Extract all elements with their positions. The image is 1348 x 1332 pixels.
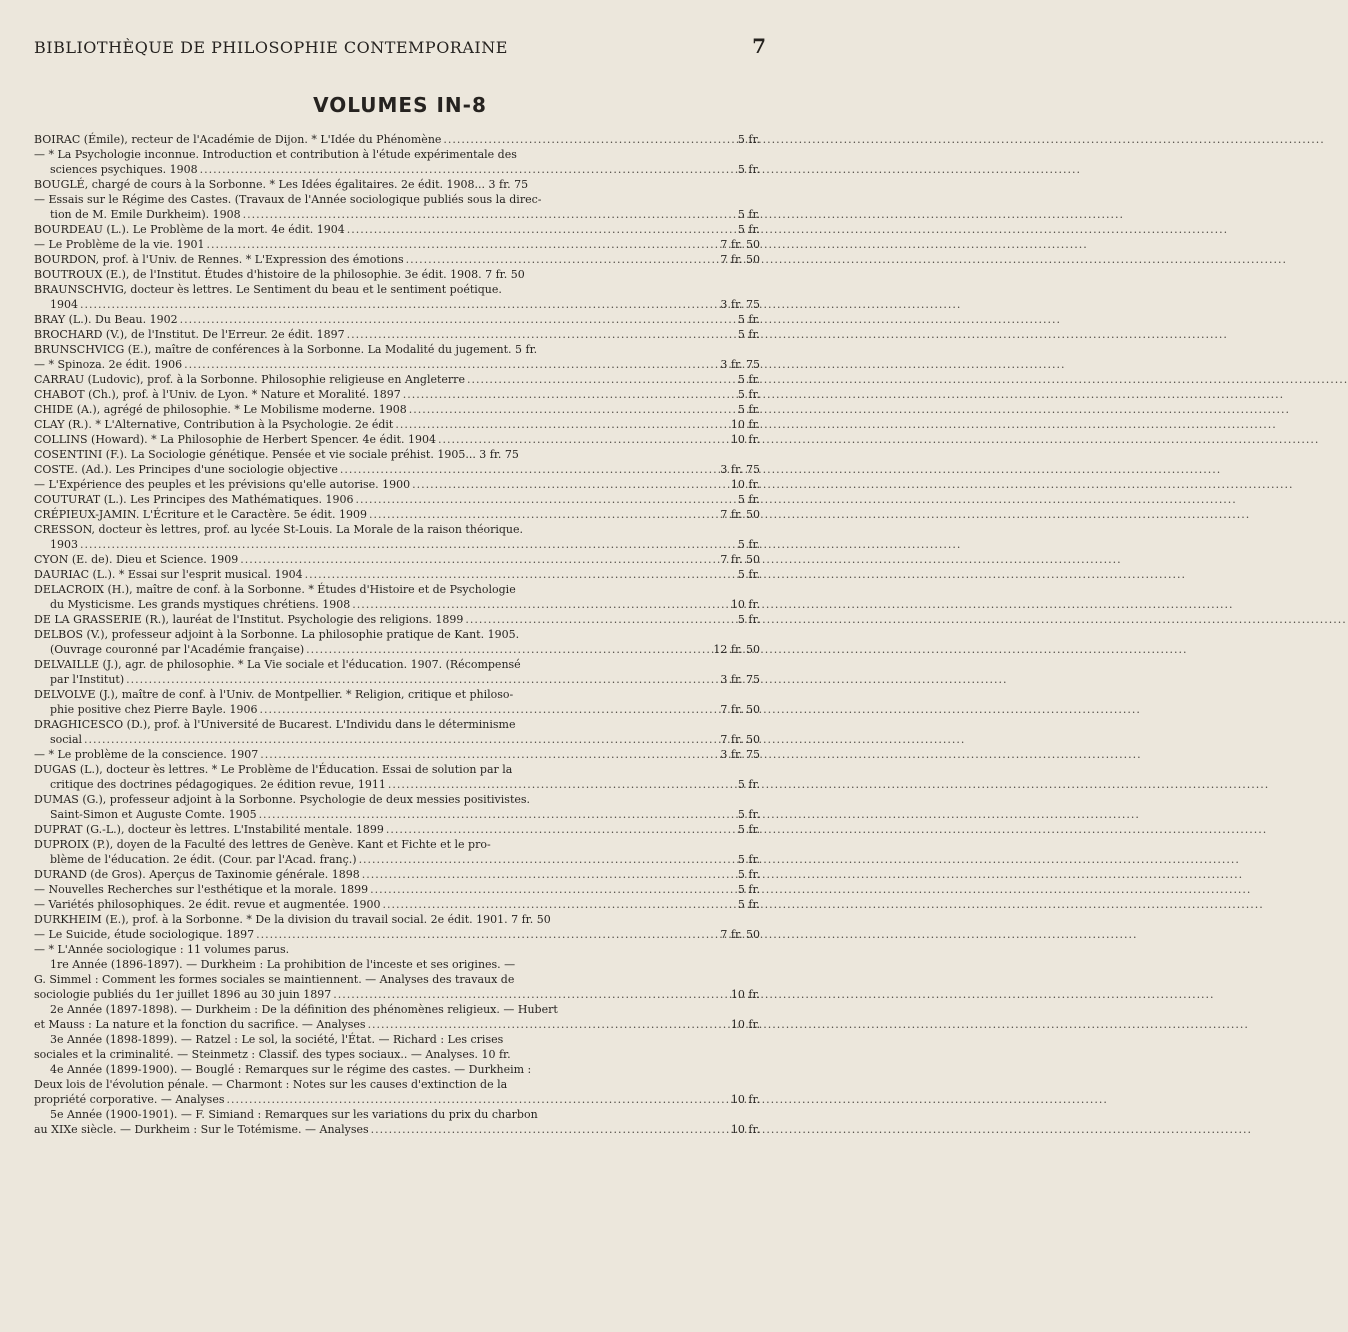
- catalogue-line: [34, 702, 760, 717]
- leader-dots: [401, 387, 738, 402]
- leader-dots: [393, 417, 731, 432]
- section-title: VOLUMES IN-8: [313, 93, 487, 117]
- entry-price: 10 fr.: [730, 478, 760, 491]
- entry-price: 7 fr. 50: [720, 928, 760, 941]
- leader-dots: [182, 357, 720, 372]
- catalogue-line: [34, 492, 760, 507]
- catalogue-line: [34, 627, 760, 642]
- entry-price: 10 fr.: [730, 433, 760, 446]
- leader-dots: [380, 897, 737, 912]
- leader-dots: [350, 597, 731, 612]
- leader-dots: [257, 807, 738, 822]
- catalogue-line: [34, 147, 760, 162]
- entry-text: — Essais sur le Régime des Castes. (Travaux de l'Année sociologique publiés sous la direc-: [34, 193, 542, 206]
- entry-text: par l'Institut): [50, 673, 125, 686]
- entry-text: social: [50, 733, 83, 746]
- entry-text: DUPRAT (G.-L.), docteur ès lettres. L'Instabilité mentale. 1899: [34, 823, 384, 836]
- entry-text: BOIRAC (Émile), recteur de l'Académie de Dijon. * L'Idée du Phénomène: [34, 133, 442, 146]
- entry-text: — * Spinoza. 2e édit. 1906: [34, 358, 183, 371]
- page-number: 7: [752, 34, 766, 58]
- entry-price: 10 fr.: [730, 418, 760, 431]
- catalogue-line: [34, 807, 760, 822]
- entry-price: 10 fr.: [730, 598, 760, 611]
- entry-price: 5 fr.: [737, 898, 760, 911]
- catalogue-line: [34, 252, 760, 267]
- entry-price: 5 fr.: [737, 823, 760, 836]
- leader-dots: [357, 852, 738, 867]
- leader-dots: [331, 987, 731, 1002]
- leader-dots: [238, 552, 720, 567]
- entry-text: — * La Psychologie inconnue. Introduction et contribution à l'étude expérimentale des: [34, 148, 517, 161]
- entry-text: — Variétés philosophiques. 2e édit. revue et augmentée. 1900: [34, 898, 381, 911]
- entry-text: sociologie publiés du 1er juillet 1896 au 30 juin 1897: [34, 988, 332, 1001]
- entry-text: BOURDON, prof. à l'Univ. de Rennes. * L'Expression des émotions: [34, 253, 404, 266]
- entry-price: 5 fr.: [737, 388, 760, 401]
- catalogue-line: [34, 342, 760, 357]
- catalogue-line: [34, 477, 760, 492]
- entry-price: 5 fr.: [737, 493, 760, 506]
- leader-dots: [366, 1017, 731, 1032]
- catalogue-line: [34, 192, 760, 207]
- leader-dots: [254, 927, 720, 942]
- entry-text: COLLINS (Howard). * La Philosophie de Herbert Spencer. 4e édit. 1904: [34, 433, 437, 446]
- entry-text: BRAUNSCHVIG, docteur ès lettres. Le Sentiment du beau et le sentiment poétique.: [34, 283, 502, 296]
- entry-text: Deux lois de l'évolution pénale. — Charmont : Notes sur les causes d'extinction de la: [34, 1078, 508, 1091]
- catalogue-line: [34, 687, 760, 702]
- catalogue-line: [34, 267, 760, 282]
- leader-dots: [353, 492, 737, 507]
- leader-dots: [198, 162, 738, 177]
- entry-price: 3 fr. 75: [720, 748, 760, 761]
- catalogue-line: [34, 327, 760, 342]
- leader-dots: [367, 507, 720, 522]
- catalogue-line: [34, 747, 760, 762]
- running-header: [34, 34, 766, 58]
- entry-price: 7 fr. 50: [720, 703, 760, 716]
- catalogue-line: [34, 1032, 760, 1047]
- entry-text: 1903: [50, 538, 78, 551]
- catalogue-line: [34, 837, 760, 852]
- catalogue-line: [34, 297, 760, 312]
- leader-dots: [338, 462, 720, 477]
- entry-text: phie positive chez Pierre Bayle. 1906: [50, 703, 258, 716]
- entry-price: 5 fr.: [737, 778, 760, 791]
- entry-text: 4e Année (1899-1900). — Bouglé : Remarques sur le régime des castes. — Durkheim :: [50, 1063, 532, 1076]
- catalogue-line: [34, 957, 760, 972]
- entry-text: CRÉPIEUX-JAMIN. L'Écriture et le Caractère. 5e édit. 1909: [34, 508, 367, 521]
- leader-dots: [345, 327, 738, 342]
- catalogue-line: [34, 507, 760, 522]
- leader-dots: [224, 1092, 730, 1107]
- entry-text: BROCHARD (V.), de l'Institut. De l'Erreur. 2e édit. 1897: [34, 328, 345, 341]
- leader-dots: [124, 672, 720, 687]
- catalogue-line: [34, 1017, 760, 1032]
- catalogue-line: [34, 792, 760, 807]
- catalogue-line: [34, 417, 760, 432]
- catalogue-line: [34, 987, 760, 1002]
- entry-price: 7 fr. 50: [720, 253, 760, 266]
- entry-text: — Le Problème de la vie. 1901: [34, 238, 205, 251]
- catalogue-line: [34, 132, 760, 147]
- catalogue-line: [34, 357, 760, 372]
- entry-text: Saint-Simon et Auguste Comte. 1905: [50, 808, 257, 821]
- entry-price: 5 fr.: [737, 328, 760, 341]
- leader-dots: [407, 402, 738, 417]
- entry-text: BOUTROUX (E.), de l'Institut. Études d'histoire de la philosophie. 3e édit. 1908. 7 fr. 50: [34, 268, 525, 281]
- catalogue-line: [34, 867, 760, 882]
- leader-dots: [360, 867, 738, 882]
- catalogue-line: [34, 582, 760, 597]
- entry-text: — * Le problème de la conscience. 1907: [34, 748, 259, 761]
- leader-dots: [463, 612, 737, 627]
- entry-text: au XIXe siècle. — Durkheim : Sur le Totémisme. — Analyses: [34, 1123, 369, 1136]
- catalogue-line: [34, 567, 760, 582]
- leader-dots: [404, 252, 721, 267]
- entry-text: COUTURAT (L.). Les Principes des Mathématiques. 1906: [34, 493, 354, 506]
- entry-text: (Ouvrage couronné par l'Académie française): [50, 643, 305, 656]
- entry-price: 10 fr.: [730, 988, 760, 1001]
- leader-dots: [436, 432, 731, 447]
- catalogue-line: [34, 912, 760, 927]
- leader-dots: [303, 567, 738, 582]
- entry-price: 5 fr.: [737, 868, 760, 881]
- entry-price: 5 fr.: [737, 163, 760, 176]
- entry-text: et Mauss : La nature et la fonction du sacrifice. — Analyses: [34, 1018, 366, 1031]
- entry-text: BRUNSCHVICG (E.), maître de conférences à la Sorbonne. La Modalité du jugement. 5 fr.: [34, 343, 538, 356]
- entry-text: COSENTINI (F.). La Sociologie génétique. Pensée et vie sociale préhist. 1905... 3 fr. 75: [34, 448, 519, 461]
- catalogue-line: [34, 1047, 760, 1062]
- catalogue-line: [34, 537, 760, 552]
- leader-dots: [384, 822, 738, 837]
- catalogue-line: [34, 312, 760, 327]
- entry-price: 5 fr.: [737, 613, 760, 626]
- leader-dots: [304, 642, 713, 657]
- leader-dots: [368, 882, 738, 897]
- entry-text: — Le Suicide, étude sociologique. 1897: [34, 928, 255, 941]
- catalogue-line: [34, 882, 760, 897]
- leader-dots: [410, 477, 731, 492]
- entry-text: DUGAS (L.), docteur ès lettres. * Le Problème de l'Éducation. Essai de solution par la: [34, 763, 513, 776]
- catalogue-line: [34, 762, 760, 777]
- catalogue-line: [34, 657, 760, 672]
- catalogue-line: [34, 1092, 760, 1107]
- catalogue-line: [34, 777, 760, 792]
- catalogue-line: [34, 1107, 760, 1122]
- entry-text: critique des doctrines pédagogiques. 2e édition revue, 1911: [50, 778, 386, 791]
- catalogue-line: [34, 1062, 760, 1077]
- entry-price: 10 fr.: [730, 1018, 760, 1031]
- leader-dots: [369, 1122, 731, 1137]
- catalogue-line: [34, 672, 760, 687]
- entry-text: CRESSON, docteur ès lettres, prof. au lycée St-Louis. La Morale de la raison théorique.: [34, 523, 523, 536]
- catalogue-line: [34, 972, 760, 987]
- catalogue-line: [34, 402, 760, 417]
- catalogue-line: [34, 1002, 760, 1017]
- leader-dots: [441, 132, 737, 147]
- entry-price: 7 fr. 50: [720, 508, 760, 521]
- entry-price: 5 fr.: [737, 133, 760, 146]
- entry-text: DELACROIX (H.), maître de conf. à la Sorbonne. * Études d'Histoire et de Psychologie: [34, 583, 516, 596]
- entry-price: 7 fr. 50: [720, 553, 760, 566]
- catalogue-line: [34, 717, 760, 732]
- catalogue-line: [34, 237, 760, 252]
- entry-text: CHIDE (A.), agrégé de philosophie. * Le Mobilisme moderne. 1908: [34, 403, 407, 416]
- entry-text: CYON (E. de). Dieu et Science. 1909: [34, 553, 239, 566]
- entry-price: 5 fr.: [737, 313, 760, 326]
- entry-price: 3 fr. 75: [720, 358, 760, 371]
- leader-dots: [386, 777, 738, 792]
- entry-text: sociales et la criminalité. — Steinmetz : Classif. des types sociaux.. — Analyses. 10 fr.: [34, 1048, 511, 1061]
- catalogue-line: [34, 207, 760, 222]
- entry-price: 5 fr.: [737, 568, 760, 581]
- catalogue-line: [34, 552, 760, 567]
- leader-dots: [258, 747, 720, 762]
- catalogue-line: [34, 942, 760, 957]
- entry-text: du Mysticisme. Les grands mystiques chrétiens. 1908: [50, 598, 351, 611]
- catalogue-line: [34, 822, 760, 837]
- entry-price: 5 fr.: [737, 853, 760, 866]
- entry-text: CLAY (R.). * L'Alternative, Contribution à la Psychologie. 2e édit: [34, 418, 394, 431]
- entry-price: 5 fr.: [737, 208, 760, 221]
- catalogue-entries: [34, 132, 760, 1137]
- entry-text: DELBOS (V.), professeur adjoint à la Sorbonne. La philosophie pratique de Kant. 1905.: [34, 628, 520, 641]
- leader-dots: [78, 297, 720, 312]
- entry-text: DUMAS (G.), professeur adjoint à la Sorbonne. Psychologie de deux messies positivistes.: [34, 793, 531, 806]
- entry-price: 5 fr.: [737, 808, 760, 821]
- entry-text: BOUGLÉ, chargé de cours à la Sorbonne. * Les Idées égalitaires. 2e édit. 1908... 3 fr. 75: [34, 178, 529, 191]
- entry-text: 5e Année (1900-1901). — F. Simiand : Remarques sur les variations du prix du charbon: [50, 1108, 538, 1121]
- entry-text: DRAGHICESCO (D.), prof. à l'Université de Bucarest. L'Individu dans le déterminisme: [34, 718, 516, 731]
- catalogue-line: [34, 282, 760, 297]
- leader-dots: [178, 312, 738, 327]
- catalogue-line: [34, 732, 760, 747]
- entry-price: 3 fr. 75: [720, 673, 760, 686]
- entry-price: 7 fr. 50: [720, 238, 760, 251]
- catalogue-line: [34, 462, 760, 477]
- entry-text: sciences psychiques. 1908: [50, 163, 198, 176]
- catalogue-line: [34, 432, 760, 447]
- catalogue-line: [34, 897, 760, 912]
- entry-text: DURAND (de Gros). Aperçus de Taxinomie générale. 1898: [34, 868, 360, 881]
- entry-text: — L'Expérience des peuples et les prévisions qu'elle autorise. 1900: [34, 478, 411, 491]
- entry-price: 5 fr.: [737, 373, 760, 386]
- leader-dots: [345, 222, 738, 237]
- entry-text: COSTE. (Ad.). Les Principes d'une sociologie objective: [34, 463, 338, 476]
- entry-price: 5 fr.: [737, 883, 760, 896]
- catalogue-line: [34, 597, 760, 612]
- entry-text: DELVOLVE (J.), maître de conf. à l'Univ. de Montpellier. * Religion, critique et philoso-: [34, 688, 514, 701]
- entry-price: 3 fr. 75: [720, 298, 760, 311]
- entry-price: 12 fr. 50: [713, 643, 760, 656]
- entry-text: propriété corporative. — Analyses: [34, 1093, 225, 1106]
- entry-text: BRAY (L.). Du Beau. 1902: [34, 313, 178, 326]
- catalogue-line: [34, 642, 760, 657]
- entry-price: 10 fr.: [730, 1123, 760, 1136]
- entry-price: 7 fr. 50: [720, 733, 760, 746]
- catalogue-line: [34, 162, 760, 177]
- catalogue-line: [34, 387, 760, 402]
- entry-price: 5 fr.: [737, 403, 760, 416]
- leader-dots: [258, 702, 721, 717]
- leader-dots: [78, 537, 738, 552]
- leader-dots: [465, 372, 738, 387]
- leader-dots: [241, 207, 738, 222]
- entry-text: 1re Année (1896-1897). — Durkheim : La prohibition de l'inceste et ses origines. —: [50, 958, 516, 971]
- entry-text: DELVAILLE (J.), agr. de philosophie. * La Vie sociale et l'éducation. 1907. (Récompensé: [34, 658, 521, 671]
- entry-price: 3 fr. 75: [720, 463, 760, 476]
- entry-text: G. Simmel : Comment les formes sociales se maintiennent. — Analyses des travaux de: [34, 973, 515, 986]
- entry-text: CHABOT (Ch.), prof. à l'Univ. de Lyon. * Nature et Moralité. 1897: [34, 388, 401, 401]
- entry-text: BOURDEAU (L.). Le Problème de la mort. 4e édit. 1904: [34, 223, 345, 236]
- catalogue-line: [34, 222, 760, 237]
- entry-text: DAURIAC (L.). * Essai sur l'esprit musical. 1904: [34, 568, 303, 581]
- entry-text: — Nouvelles Recherches sur l'esthétique et la morale. 1899: [34, 883, 369, 896]
- entry-text: DUPROIX (P.), doyen de la Faculté des lettres de Genève. Kant et Fichte et le pro-: [34, 838, 491, 851]
- catalogue-line: [34, 927, 760, 942]
- entry-price: 5 fr.: [737, 223, 760, 236]
- entry-text: tion de M. Emile Durkheim). 1908: [50, 208, 241, 221]
- catalogue-line: [34, 1077, 760, 1092]
- running-title: BIBLIOTHÈQUE DE PHILOSOPHIE CONTEMPORAINE: [34, 38, 508, 57]
- entry-text: 3e Année (1898-1899). — Ratzel : Le sol, la société, l'État. — Richard : Les crises: [50, 1033, 504, 1046]
- catalogue-line: [34, 177, 760, 192]
- catalogue-line: [34, 852, 760, 867]
- entry-text: 1904: [50, 298, 78, 311]
- entry-text: CARRAU (Ludovic), prof. à la Sorbonne. Philosophie religieuse en Angleterre: [34, 373, 465, 386]
- catalogue-line: [34, 447, 760, 462]
- entry-text: — * L'Année sociologique : 11 volumes parus.: [34, 943, 290, 956]
- entry-price: 5 fr.: [737, 538, 760, 551]
- catalogue-line: [34, 522, 760, 537]
- leader-dots: [204, 237, 720, 252]
- entry-text: blème de l'éducation. 2e édit. (Cour. par l'Acad. franç.): [50, 853, 357, 866]
- entry-text: 2e Année (1897-1898). — Durkheim : De la définition des phénomènes religieux. — Hubert: [50, 1003, 558, 1016]
- entry-text: DE LA GRASSERIE (R.), lauréat de l'Institut. Psychologie des religions. 1899: [34, 613, 464, 626]
- entry-price: 10 fr.: [730, 1093, 760, 1106]
- catalogue-line: [34, 372, 760, 387]
- entry-text: DURKHEIM (E.), prof. à la Sorbonne. * De la division du travail social. 2e édit. 1901. 7 fr. 50: [34, 913, 551, 926]
- catalogue-line: [34, 612, 760, 627]
- catalogue-line: [34, 1122, 760, 1137]
- leader-dots: [82, 732, 720, 747]
